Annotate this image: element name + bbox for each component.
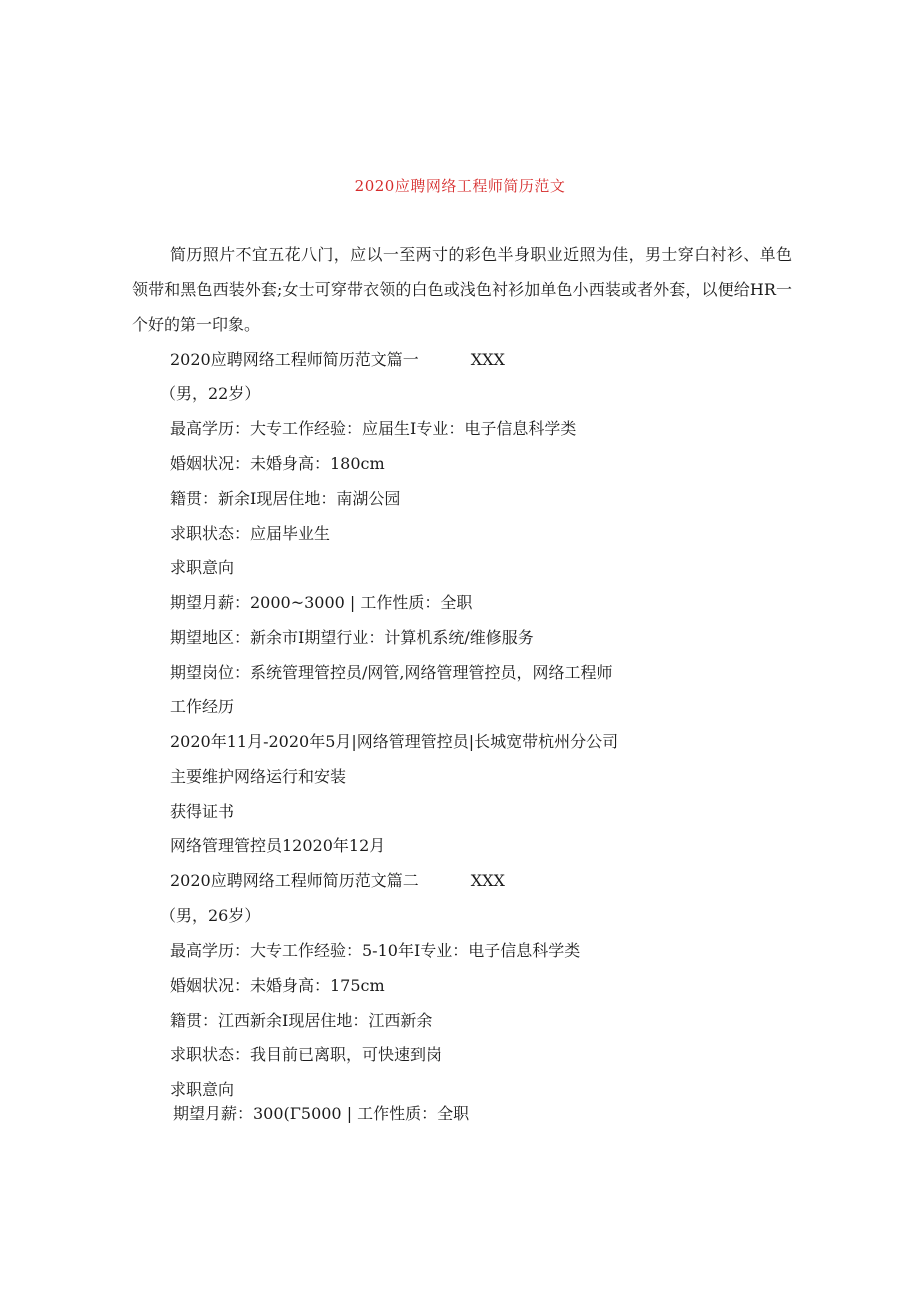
section1-intent-heading: 求职意向 <box>170 558 235 577</box>
section2-status: 求职状态：我目前已离职，可快速到岗 <box>170 1045 443 1064</box>
section1-hometown: 籍贯：新余I现居住地：南湖公园 <box>170 489 401 508</box>
section1-gender-age: （男，22岁） <box>160 384 261 403</box>
section1-heading: 2020应聘网络工程师简历范文篇一 <box>170 350 419 369</box>
section2-name: XXX <box>470 871 505 890</box>
section1-work-desc: 主要维护网络运行和安装 <box>170 767 347 786</box>
section2-gender-age: （男，26岁） <box>160 906 261 925</box>
section2-hometown: 籍贯：江西新余I现居住地：江西新余 <box>170 1011 433 1030</box>
section2-education: 最高学历：大专工作经验：5-10年I专业：电子信息科学类 <box>170 941 581 960</box>
intro-paragraph: 简历照片不宜五花八门，应以一至两寸的彩色半身职业近照为佳，男士穿白衬衫、单色领带和黑色西装外套;女士可穿带衣领的白色或浅色衬衫加单色小西装或者外套，以便给HR一个好的第一印象。 <box>132 245 792 334</box>
section1-salary: 期望月薪：2000~3000 | 工作性质：全职 <box>170 593 473 612</box>
document-title: 2020应聘网络工程师简历范文 <box>354 177 566 195</box>
section1-education: 最高学历：大专工作经验：应届生I专业：电子信息科学类 <box>170 419 577 438</box>
section2-marriage: 婚姻状况：未婚身高：175cm <box>170 976 385 995</box>
section2-intent-heading: 求职意向 <box>170 1080 235 1099</box>
section2-salary: 期望月薪：300(Γ5000 | 工作性质：全职 <box>173 1104 470 1123</box>
section1-region: 期望地区：新余市I期望行业：计算机系统/维修服务 <box>170 628 534 647</box>
section1-work-item: 2020年11月-2020年5月|网络管理管控员|长城宽带杭州分公司 <box>170 732 619 751</box>
section2-heading-line <box>170 868 505 891</box>
section1-work-heading: 工作经历 <box>170 697 235 716</box>
section1-name: XXX <box>470 350 505 369</box>
section1-cert-heading: 获得证书 <box>170 802 235 821</box>
section1-marriage: 婚姻状况：未婚身高：180cm <box>170 454 385 473</box>
section2-heading: 2020应聘网络工程师简历范文篇二 <box>170 871 419 890</box>
section1-cert-item: 网络管理管控员12020年12月 <box>170 836 386 855</box>
section1-status: 求职状态：应届毕业生 <box>170 524 331 543</box>
section1-position: 期望岗位：系统管理管控员/网管,网络管理管控员，网络工程师 <box>170 663 613 682</box>
section1-heading-line <box>170 347 505 370</box>
